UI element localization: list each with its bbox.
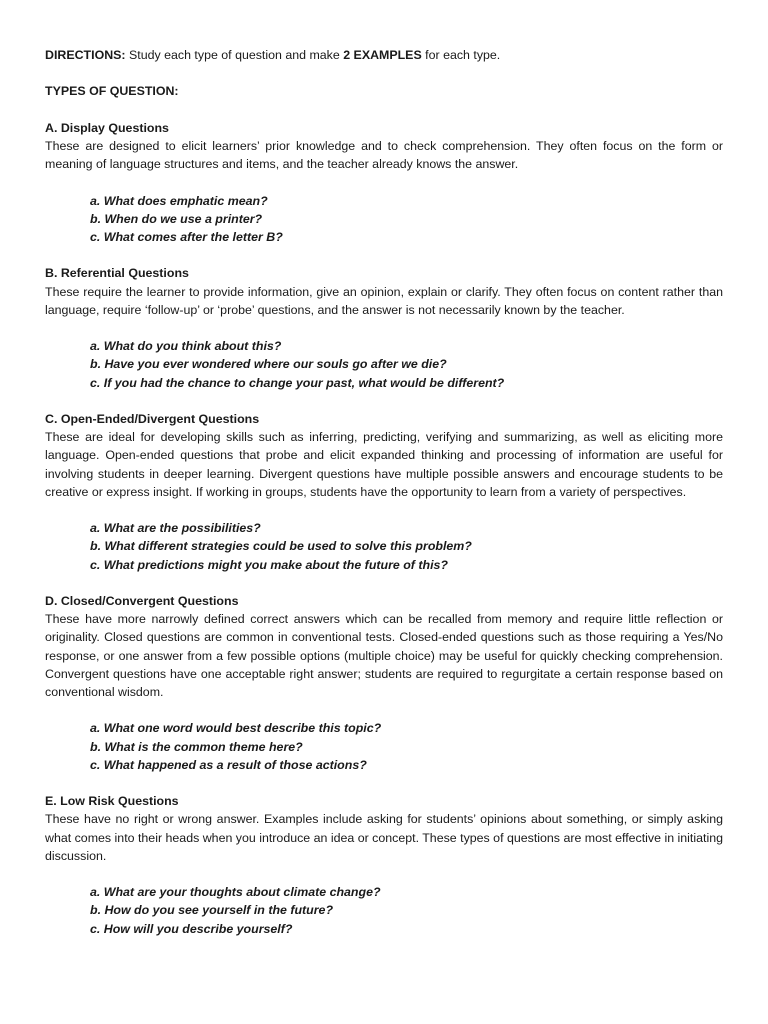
example-item: a. What does emphatic mean?	[90, 193, 268, 208]
example-item: b. How do you see yourself in the future?	[90, 903, 334, 918]
section-description: These have no right or wrong answer. Examples include asking for students’ opinions about something, or simply asking what comes into their heads when you introduce an idea or concept. These types of questions are most effective in initiating discussion.	[45, 812, 723, 863]
section-display-questions	[45, 119, 723, 246]
section-description: These are designed to elicit learners’ prior knowledge and to check comprehension. They often focus on the form or meaning of language structures and items, and the teacher already knows the answer.	[45, 138, 723, 172]
example-item: c. What happened as a result of those actions?	[90, 757, 367, 772]
example-list	[45, 337, 723, 392]
example-item: a. What do you think about this?	[90, 339, 282, 354]
example-item: c. How will you describe yourself?	[90, 921, 293, 936]
section-closed-questions	[45, 592, 723, 774]
section-low-risk-questions	[45, 792, 723, 938]
document-content	[45, 46, 723, 956]
example-item: a. What are the possibilities?	[90, 521, 261, 536]
directions-emphasis: 2 EXAMPLES	[343, 48, 422, 62]
section-description: These have more narrowly defined correct answers which can be recalled from memory and require little reflection or originality. Closed questions are common in conventional tests. Closed-ended questions such as those requiring a Yes/No response, or one answer from a few possible options (multiple choice) may be useful for quickly checking comprehension. Convergent questions have one acceptable right answer; students are required to regurgitate a certain response based on conventional wisdom.	[45, 612, 723, 699]
example-list	[45, 719, 723, 774]
example-item: b. What is the common theme here?	[90, 739, 303, 754]
section-title: D. Closed/Convergent Questions	[45, 593, 239, 608]
directions-text-before: Study each type of question and make	[125, 48, 344, 62]
example-list	[45, 883, 723, 938]
example-item: c. What comes after the letter B?	[90, 229, 283, 244]
example-list	[45, 519, 723, 574]
section-open-ended-questions	[45, 410, 723, 574]
example-item: b. Have you ever wondered where our souls go after we die?	[90, 357, 447, 372]
section-title: A. Display Questions	[45, 120, 169, 135]
section-title: B. Referential Questions	[45, 266, 189, 281]
types-heading: TYPES OF QUESTION:	[45, 84, 179, 99]
section-title: C. Open-Ended/Divergent Questions	[45, 411, 260, 426]
example-item: a. What one word would best describe this topic?	[90, 721, 382, 736]
section-referential-questions	[45, 264, 723, 391]
directions-text-after: for each type.	[421, 48, 501, 62]
example-item: b. What different strategies could be used to solve this problem?	[90, 539, 472, 554]
example-item: c. What predictions might you make about the future of this?	[90, 557, 448, 572]
example-item: a. What are your thoughts about climate change?	[90, 885, 381, 900]
example-list	[45, 192, 723, 247]
section-title: E. Low Risk Questions	[45, 794, 179, 809]
example-item: c. If you had the chance to change your past, what would be different?	[90, 375, 505, 390]
directions-label: DIRECTIONS:	[45, 48, 126, 62]
example-item: b. When do we use a printer?	[90, 211, 263, 226]
directions	[45, 46, 723, 64]
section-description: These require the learner to provide information, give an opinion, explain or clarify. They often focus on content rather than language, require ‘follow-up’ or ‘probe’ questions, and the answer is not necessarily known by the teacher.	[45, 284, 723, 317]
section-description: These are ideal for developing skills such as inferring, predicting, verifying and summarizing, as well as eliciting more language. Open-ended questions that probe and elicit expanded thinking and processing of information are useful for involving students in deeper learning. Divergent questions have multiple possible answers and encourage students to be creative or express insight. If working in groups, students have the opportunity to learn from a variety of perspectives.	[45, 430, 723, 499]
